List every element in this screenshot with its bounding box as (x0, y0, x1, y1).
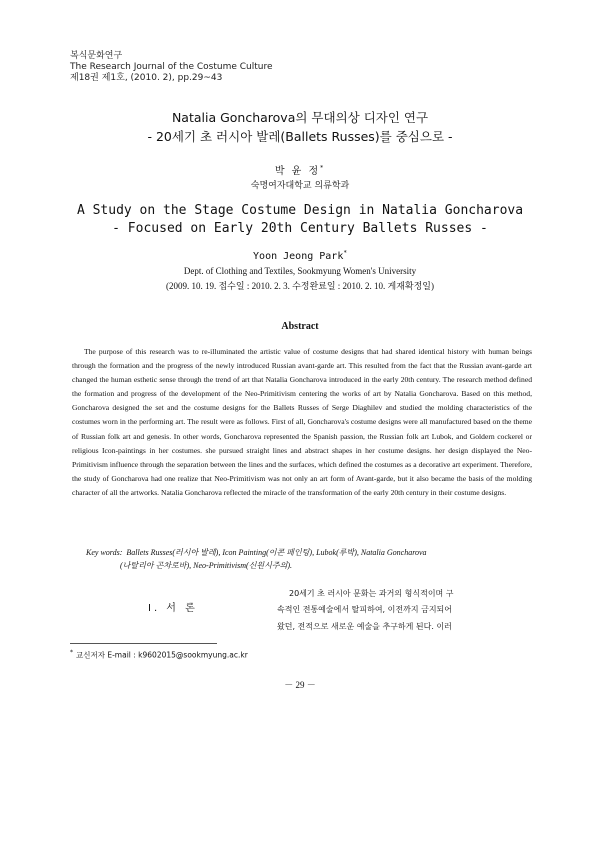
journal-name-english: The Research Journal of the Costume Culture (70, 62, 273, 72)
page-number: － 29 － (284, 680, 316, 690)
footnote-text: 교신저자 E-mail : k9602015@sookmyung.ac.kr (76, 650, 248, 660)
abstract-heading: Abstract (281, 321, 319, 332)
korean-author (0, 162, 600, 177)
english-author-mark: * (343, 249, 347, 257)
korean-author-name: 박 윤 정 (274, 166, 321, 177)
abstract-text: The purpose of this research was to re-illuminated the artistic value of costume designs that had shared identical history with human beings through the formation and the progress of the newly introduced Russian avant-garde art. This resulted from the fact that the Russian avant-garde art changed the human esthetic sense through the trend of art that Natalia Goncharova introduced in the early 20th century. The research method defined the formation and progress of the development of the Neo-Primitivism centering the works of art by Natalia Goncharova. Based on this method, Goncharova designed the set and the costume designs for the Ballets Russes of Serge Diaghilev and studied the molding characteristics of the costumes worn in the performing art. The result were as follows. First of all, Goncharova's costume designs were all manufactured based on the theme of Russian folk art and genesis. In other words, Goncharova represented the Spanish passion, the Russian folk art Lubok, and Goldern cockerel or religious Icon-paintings in her costumes. she pursued straight lines and abstract shapes in her costume designs. her design displayed the Neo-Primitivism influence through the separation between the lines and the surfaces, which defined the costumes as a decorative art experiment. Therefore, the study of Goncharova had one realize that Neo-Primitivism was not only an art form of Avant-garde, but it also became the basis of the molding character of all the artworks. Natalia Goncharova reflected the miracle of the transformation of the early 20th century in their costume designs. (72, 347, 532, 497)
footnote (70, 649, 248, 661)
introduction-body (277, 586, 535, 635)
body-line-3: 왔던, 전적으로 새로운 예술을 추구하게 된다. 이러 (277, 621, 452, 631)
footnote-mark: * (70, 649, 73, 656)
english-author-name: Yoon Jeong Park (253, 251, 344, 262)
footnote-divider (70, 643, 217, 644)
keywords-line-2: (나탈리아 곤차로바), Neo-Primitivism(신원시주의). (120, 560, 293, 570)
korean-affiliation: 숙명여자대학교 의류학과 (250, 181, 350, 191)
keywords-list-1: Ballets Russes(러시아 발레), Icon Painting(이콘 페인팅), Lubok(루박), Natalia Goncharova (126, 548, 427, 557)
english-affiliation: Dept. of Clothing and Textiles, Sookmyung Women's University (183, 266, 417, 276)
submission-dates: (2009. 10. 19. 접수일 : 2010. 2. 3. 수정완료일 : 2010. 2. 10. 게재확정일) (165, 281, 435, 291)
keywords-label: Key words: (86, 548, 123, 557)
body-line-2: 속적인 전통예술에서 탈피하여, 이전까지 금지되어 (277, 605, 453, 615)
keywords (86, 547, 526, 572)
section-heading-introduction: Ⅰ. 서 론 (148, 603, 198, 614)
journal-name-korean: 복식문화연구 (70, 51, 123, 61)
english-subtitle: - Focused on Early 20th Century Ballets Russes - (112, 221, 488, 236)
corresponding-author-mark: * (320, 164, 326, 172)
journal-header (70, 51, 273, 84)
volume-info: 제18권 제1호, (2010. 2), pp.29~43 (70, 73, 223, 83)
korean-title: Natalia Goncharova의 무대의상 디자인 연구 (171, 110, 429, 125)
body-line-1: 20세기 초 러시아 문화는 과거의 형식적이며 구 (289, 589, 454, 598)
english-author (0, 251, 600, 262)
keywords-line-1 (86, 547, 526, 560)
korean-subtitle: - 20세기 초 러시아 발레(Ballets Russes)를 중심으로 - (147, 129, 453, 144)
english-title: A Study on the Stage Costume Design in Natalia Goncharova (76, 203, 524, 218)
